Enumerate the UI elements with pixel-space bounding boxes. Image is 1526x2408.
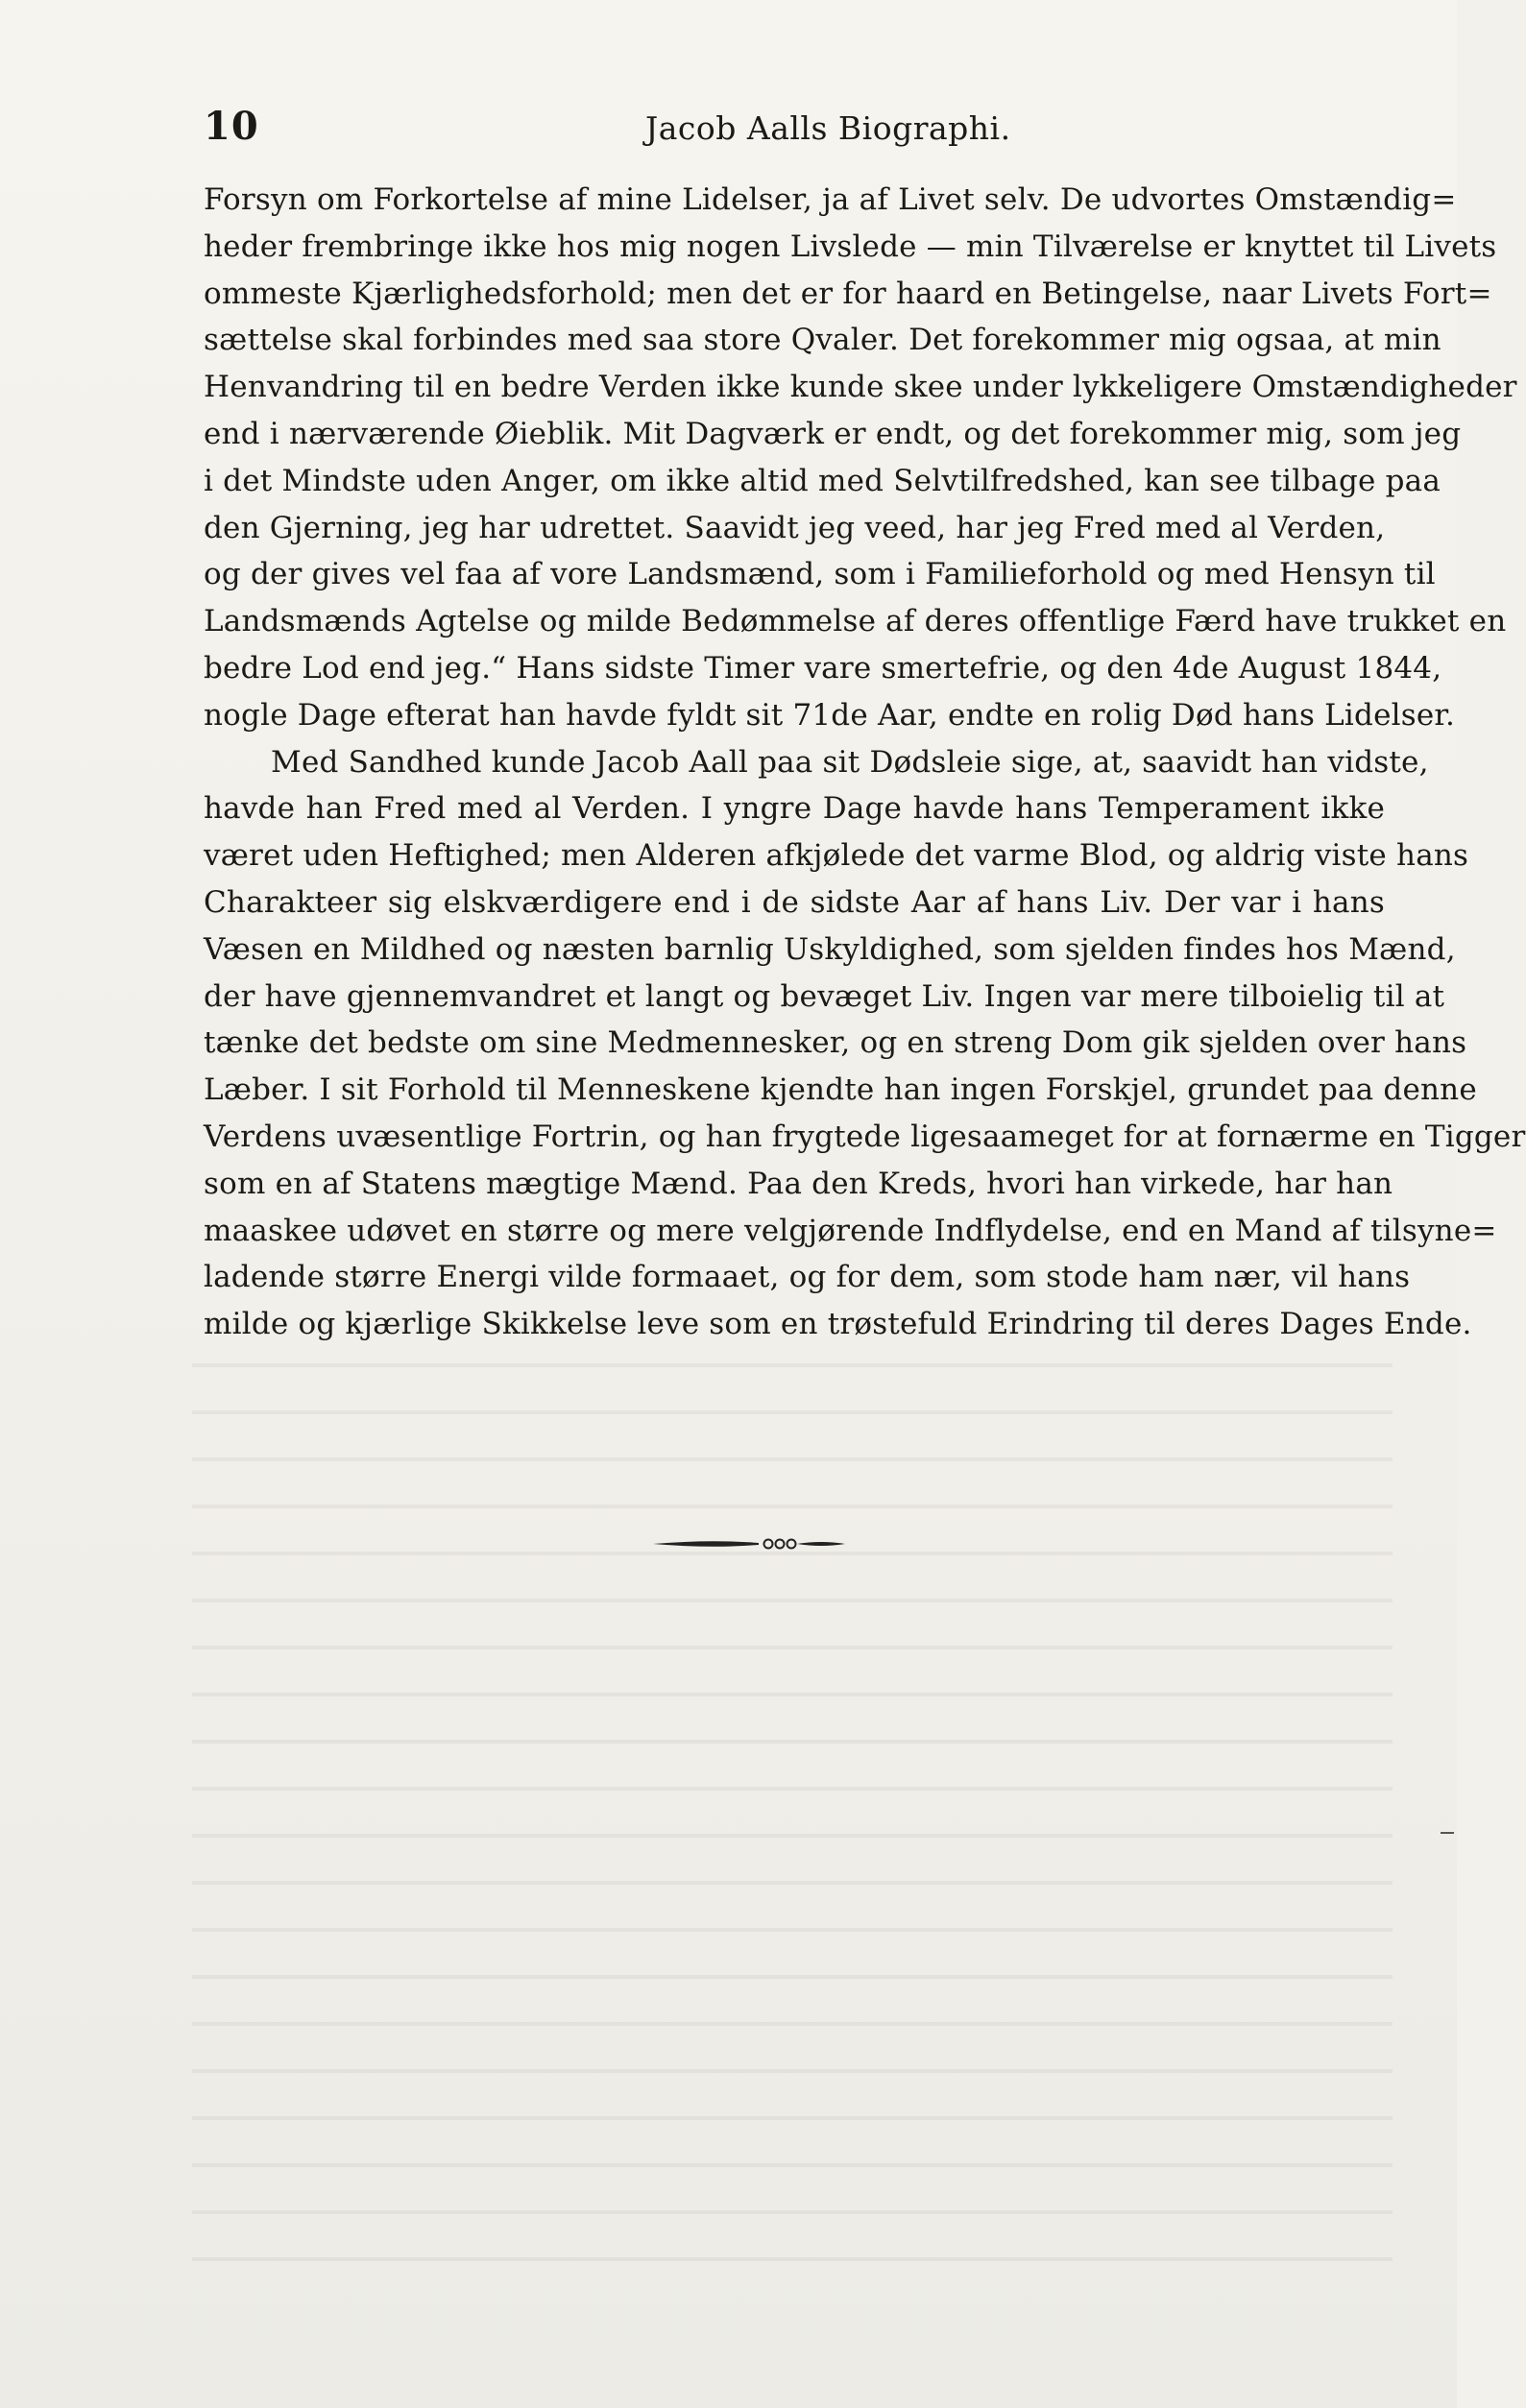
text-line: Verdens uvæsentlige Fortrin, og han frygtede ligesaameget for at fornærme en Tigger xyxy=(204,1119,1526,1154)
text-line: Med Sandhed kunde Jacob Aall paa sit Dødsleie sige, at, saavidt han vidste, xyxy=(271,744,1429,780)
text-line: bedre Lod end jeg.“ Hans sidste Timer vare smertefrie, og den 4de August 1844, xyxy=(204,650,1442,686)
text-line: ladende større Energi vilde formaaet, og for dem, som stode ham nær, vil hans xyxy=(204,1260,1411,1295)
text-line: Læber. I sit Forhold til Menneskene kjendte han ingen Forskjel, grundet paa denne xyxy=(204,1072,1477,1108)
text-line: havde han Fred med al Verden. I yngre Dage havde hans Temperament ikke xyxy=(204,791,1385,827)
text-line: Charakteer sig elskværdigere end i de sidste Aar af hans Liv. Der var i hans xyxy=(204,884,1385,920)
text-line: maaskee udøvet en større og mere velgjørende Indflydelse, end en Mand af tilsyne= xyxy=(204,1213,1497,1248)
edge-mark xyxy=(1441,1832,1454,1834)
text-line: nogle Dage efterat han havde fyldt sit 71de Aar, endte en rolig Død hans Lidelser. xyxy=(204,697,1456,733)
text-line: milde og kjærlige Skikkelse leve som en trøstefuld Erindring til deres Dages Ende. xyxy=(204,1307,1472,1342)
ornament-divider-icon xyxy=(653,1525,845,1563)
text-line: tænke det bedste om sine Medmennesker, og en streng Dom gik sjelden over hans xyxy=(204,1025,1467,1061)
body-text xyxy=(204,177,1526,1348)
text-line: sættelse skal forbindes med saa store Qvaler. Det forekommer mig ogsaa, at min xyxy=(204,323,1441,358)
running-head: Jacob Aalls Biographi. xyxy=(645,109,1011,147)
text-line: den Gjerning, jeg har udrettet. Saavidt jeg veed, har jeg Fred med al Verden, xyxy=(204,510,1386,545)
text-line: Væsen en Mildhed og næsten barnlig Uskyldighed, som sjelden findes hos Mænd, xyxy=(204,931,1456,967)
text-line: heder frembringe ikke hos mig nogen Livslede — min Tilværelse er knyttet til Livets xyxy=(204,229,1497,264)
show-through-text xyxy=(192,1335,1393,2295)
text-line: ommeste Kjærlighedsforhold; men det er for haard en Betingelse, naar Livets Fort= xyxy=(204,276,1492,311)
text-line: og der gives vel faa af vore Landsmænd, som i Familieforhold og med Hensyn til xyxy=(204,557,1436,592)
text-line: der have gjennemvandret et langt og bevæget Liv. Ingen var mere tilboielig til at xyxy=(204,978,1445,1014)
text-line: som en af Statens mægtige Mænd. Paa den Kreds, hvori han virkede, har han xyxy=(204,1166,1393,1201)
page-number: 10 xyxy=(204,104,259,149)
text-line: Forsyn om Forkortelse af mine Lidelser, ja af Livet selv. De udvortes Omstændig= xyxy=(204,182,1457,217)
text-line: Henvandring til en bedre Verden ikke kunde skee under lykkeligere Omstændigheder xyxy=(204,370,1517,405)
text-line: end i nærværende Øieblik. Mit Dagværk er endt, og det forekommer mig, som jeg xyxy=(204,416,1462,451)
text-line: Landsmænds Agtelse og milde Bedømmelse af deres offentlige Færd have trukket en xyxy=(204,604,1507,639)
text-line: i det Mindste uden Anger, om ikke altid med Selvtilfredshed, kan see tilbage paa xyxy=(204,463,1441,498)
text-line: været uden Heftighed; men Alderen afkjølede det varme Blod, og aldrig viste hans xyxy=(204,838,1469,874)
page-header xyxy=(204,104,1394,161)
